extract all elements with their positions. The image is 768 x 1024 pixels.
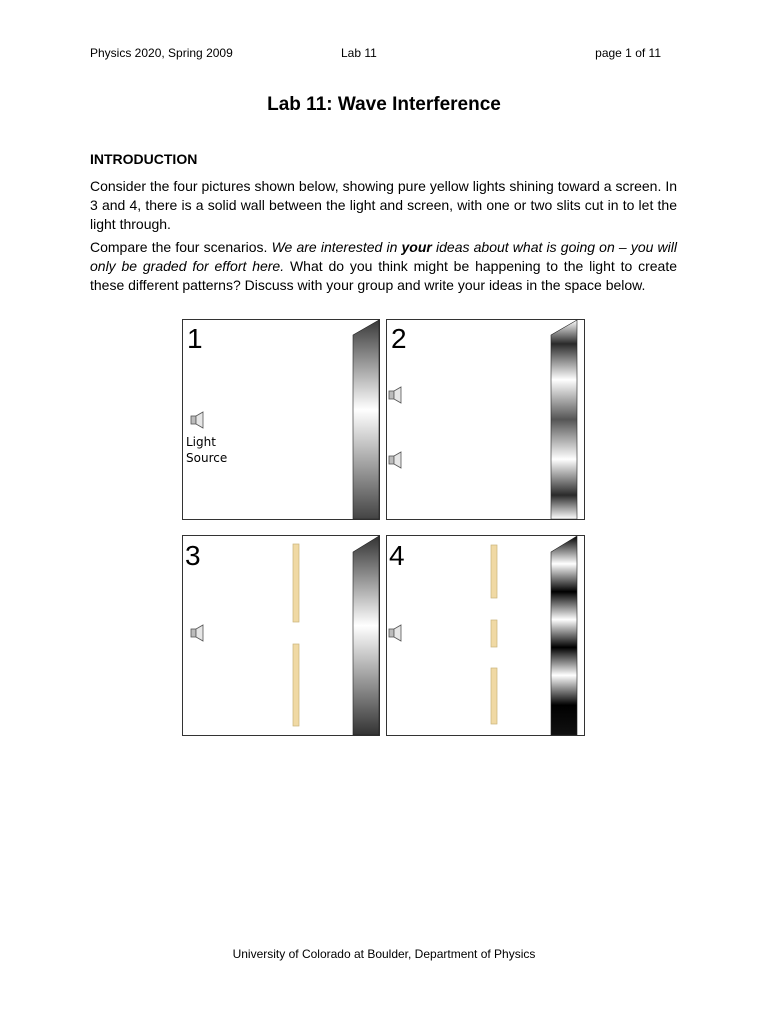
intro-paragraph: Consider the four pictures shown below, showing pure yellow lights shining toward a screen. In 3 and 4, there is a solid wall between the light and screen, with one or two slits cut in to let the light through.	[90, 178, 677, 232]
screen-2	[551, 320, 577, 519]
header-course: Physics 2020, Spring 2009	[90, 46, 233, 60]
panel-1	[183, 320, 380, 520]
page-title: Lab 11: Wave Interference	[267, 94, 501, 115]
screen-4	[551, 536, 577, 735]
header-page-number: page 1 of 11	[595, 46, 661, 60]
panel-2	[387, 320, 585, 520]
wall-segment-top	[293, 544, 299, 622]
question-paragraph	[90, 238, 677, 295]
wall-segment-top	[491, 545, 497, 598]
wall-segment-bottom	[491, 668, 497, 724]
light-source-label-line2: Source	[186, 451, 228, 465]
question-italic-1: We are interested in	[271, 239, 402, 255]
panel-number-3: 3	[185, 540, 201, 571]
wall-segment-middle	[491, 620, 497, 647]
panel-number-4: 4	[389, 540, 405, 571]
question-text-2: What do you think might be happening to the light to create these different patterns? Discuss with your group and write your ideas in the space below.	[90, 258, 678, 293]
panel-number-1: 1	[187, 323, 203, 354]
screen-3	[353, 536, 379, 735]
panel-4	[387, 536, 585, 736]
question-emphasis-your: your	[401, 239, 432, 255]
panel-3	[183, 536, 380, 736]
wall-segment-bottom	[293, 644, 299, 726]
question-italic-2: ideas about what is going on – you will only be graded for effort here.	[90, 239, 677, 274]
interference-figure	[181, 318, 587, 738]
question-text-1: Compare the four scenarios.	[90, 239, 272, 255]
section-heading: INTRODUCTION	[90, 151, 198, 167]
panel-number-2: 2	[391, 323, 407, 354]
header-lab: Lab 11	[341, 46, 377, 60]
light-source-label-line1: Light	[186, 435, 216, 449]
page-footer: University of Colorado at Boulder, Department of Physics	[232, 947, 536, 961]
screen-1	[353, 320, 379, 519]
